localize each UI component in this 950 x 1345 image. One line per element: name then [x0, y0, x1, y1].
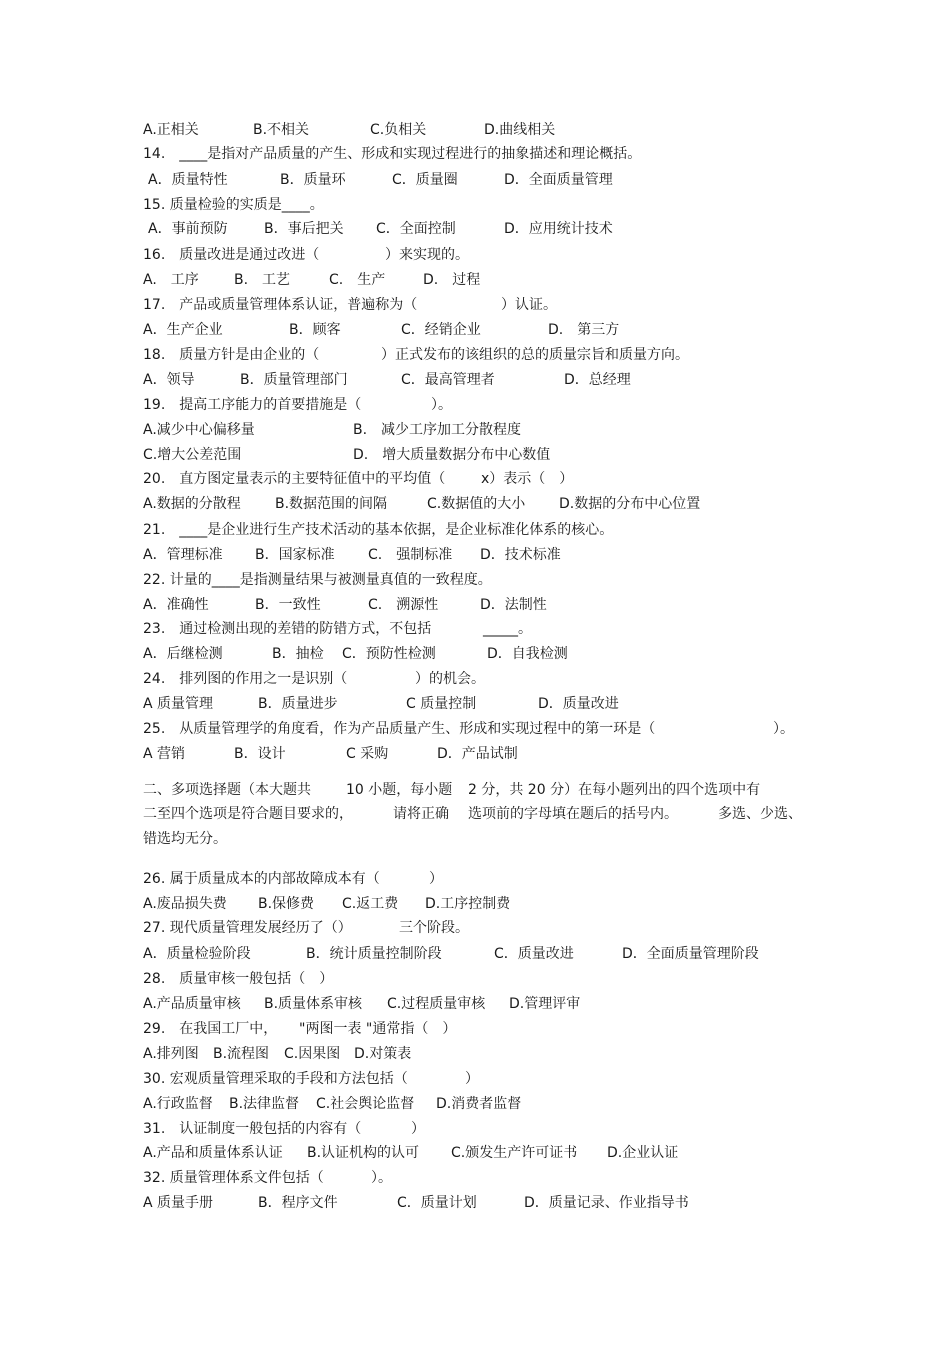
- option-d: D.曲线相关: [484, 122, 556, 138]
- option-a: A．事前预防: [148, 221, 228, 237]
- option-a: A．管理标准: [143, 547, 223, 563]
- option-a: A．领导: [143, 372, 195, 388]
- question-text: 15. 质量检验的实质是____。: [143, 197, 324, 213]
- option-a: A 营销: [143, 746, 186, 762]
- question-text: 31. 认证制度一般包括的内容有（: [143, 1121, 362, 1137]
- option-b: B. 工艺: [234, 272, 291, 288]
- option-d: D. 过程: [423, 272, 481, 288]
- question-blank: _____。: [483, 621, 532, 637]
- instructions-part: 错选均无分。: [143, 831, 227, 847]
- option-a: A.废品损失费: [143, 896, 227, 912]
- option-c: C.返工费: [342, 896, 399, 912]
- question-text-end: ）正式发布的该组织的总的质量宗旨和质量方向。: [381, 347, 689, 363]
- option-b: B.流程图: [213, 1046, 270, 1062]
- option-c: C.数据值的大小: [427, 496, 526, 512]
- question-text: 30. 宏观质量管理采取的手段和方法包括（: [143, 1071, 408, 1087]
- question-text-end: ）。: [371, 1170, 392, 1186]
- option-a: A．准确性: [143, 597, 209, 613]
- option-c: C.负相关: [370, 122, 427, 138]
- option-d: D.对策表: [354, 1046, 412, 1062]
- question-text: 20. 直方图定量表示的主要特征值中的平均值（: [143, 471, 446, 487]
- option-d: D. 增大质量数据分布中心数值: [353, 447, 551, 463]
- question-text-end: ）。: [773, 721, 794, 737]
- option-a: A.减少中心偏移量: [143, 422, 255, 438]
- question-text: 16. 质量改进是通过改进（: [143, 247, 320, 263]
- option-b: B．一致性: [255, 597, 321, 613]
- option-d: D.数据的分布中心位置: [559, 496, 701, 512]
- option-c: C. 生产: [329, 272, 386, 288]
- option-c: C. 溯源性: [368, 597, 439, 613]
- question-text: 27. 现代质量管理发展经历了（）: [143, 920, 352, 936]
- option-d: D．全面质量管理阶段: [622, 946, 759, 962]
- option-b: B.法律监督: [229, 1096, 300, 1112]
- option-a: A 质量管理: [143, 696, 214, 712]
- option-c: C．预防性检测: [342, 646, 436, 662]
- option-b: B．质量管理部门: [240, 372, 348, 388]
- question-text: 25. 从质量管理学的角度看，作为产品质量产生、形成和实现过程中的第一环是（: [143, 721, 656, 737]
- section-heading-part: 2 分，共 20 分）在每小题列出的四个选项中有: [468, 782, 761, 798]
- option-b: B．程序文件: [258, 1195, 338, 1211]
- option-d: D．应用统计技术: [504, 221, 613, 237]
- option-d: D.消费者监督: [436, 1096, 522, 1112]
- option-a: A．生产企业: [143, 322, 223, 338]
- option-b: B.数据范围的间隔: [275, 496, 388, 512]
- option-b: B．统计质量控制阶段: [306, 946, 442, 962]
- option-d: D．全面质量管理: [504, 172, 613, 188]
- option-c: C 质量控制: [406, 696, 477, 712]
- option-c: C．全面控制: [376, 221, 456, 237]
- option-a: A.数据的分散程: [143, 496, 241, 512]
- instructions-part: 多选、少选、: [718, 806, 802, 822]
- option-b: B.保修费: [258, 896, 315, 912]
- section-heading-part: 二、多项选择题（本大题共: [143, 782, 311, 798]
- question-text-end: ）认证。: [501, 297, 557, 313]
- question-text: 29. 在我国工厂中，: [143, 1021, 278, 1037]
- option-c: C．质量圈: [392, 172, 458, 188]
- option-c: C 采购: [346, 746, 389, 762]
- question-text-end: ）来实现的。: [385, 247, 469, 263]
- option-a: A. 工序: [143, 272, 199, 288]
- question-text: 17. 产品或质量管理体系认证，普遍称为（: [143, 297, 418, 313]
- option-b: B．质量环: [280, 172, 346, 188]
- option-a: A.产品质量审核: [143, 996, 241, 1012]
- option-c: C.增大公差范围: [143, 447, 242, 463]
- option-c: C．最高管理者: [401, 372, 495, 388]
- option-c: C．经销企业: [401, 322, 481, 338]
- option-b: B．设计: [234, 746, 286, 762]
- option-b: B．质量进步: [258, 696, 338, 712]
- question-text-end: ）: [429, 871, 443, 887]
- option-a: A 质量手册: [143, 1195, 214, 1211]
- question-text: 18. 质量方针是由企业的（: [143, 347, 320, 363]
- option-a: A.行政监督: [143, 1096, 213, 1112]
- option-d: D．产品试制: [437, 746, 518, 762]
- option-b: B．顾客: [289, 322, 341, 338]
- question-text: 32. 质量管理体系文件包括（: [143, 1170, 324, 1186]
- section-heading-part: 10 小题，每小题: [346, 782, 453, 798]
- option-d: D.管理评审: [509, 996, 581, 1012]
- option-d: D．质量改进: [538, 696, 619, 712]
- option-d: D．技术标准: [480, 547, 561, 563]
- option-d: D．法制性: [480, 597, 547, 613]
- option-b: B.质量体系审核: [264, 996, 363, 1012]
- option-b: B.不相关: [253, 122, 310, 138]
- option-b: B．国家标准: [255, 547, 335, 563]
- question-text: 14. ____是指对产品质量的产生、形成和实现过程进行的抽象描述和理论概括。: [143, 146, 642, 162]
- option-d: D.企业认证: [607, 1145, 679, 1161]
- option-a: A.排列图: [143, 1046, 199, 1062]
- instructions-part: 二至四个选项是符合题目要求的，: [143, 806, 353, 822]
- option-c: C．质量计划: [397, 1195, 477, 1211]
- option-d: D．总经理: [564, 372, 631, 388]
- option-c: C.过程质量审核: [387, 996, 486, 1012]
- option-c: C.社会舆论监督: [316, 1096, 415, 1112]
- option-b: B. 减少工序加工分散程度: [353, 422, 522, 438]
- question-text-end: "两图一表 "通常指（ ）: [299, 1021, 457, 1037]
- question-text-end: ）: [465, 1071, 479, 1087]
- option-a: A．质量检验阶段: [143, 946, 251, 962]
- question-text: 19. 提高工序能力的首要措施是（: [143, 397, 362, 413]
- option-a: A．后继检测: [143, 646, 223, 662]
- option-b: B．抽检: [272, 646, 324, 662]
- question-text: 28. 质量审核一般包括（ ）: [143, 971, 334, 987]
- option-c: C．质量改进: [494, 946, 574, 962]
- instructions-part: 选项前的字母填在题后的括号内。: [468, 806, 678, 822]
- option-d: D．自我检测: [487, 646, 568, 662]
- instructions-part: 请将正确: [393, 806, 449, 822]
- option-d: D.工序控制费: [425, 896, 511, 912]
- question-text-end: ）。: [431, 397, 452, 413]
- question-text-end: ）的机会。: [415, 671, 485, 687]
- option-c: C. 强制标准: [368, 547, 453, 563]
- question-text-end: x）表示（ ）: [481, 471, 574, 487]
- question-text-end: 三个阶段。: [399, 920, 469, 936]
- options-32: [143, 1194, 689, 1302]
- question-text: 23. 通过检测出现的差错的防错方式，不包括: [143, 621, 432, 637]
- option-d: D. 第三方: [548, 322, 620, 338]
- question-text: 26. 属于质量成本的内部故障成本有（: [143, 871, 380, 887]
- question-text-end: ）: [411, 1121, 425, 1137]
- option-c: C.颁发生产许可证书: [451, 1145, 578, 1161]
- option-a: A.正相关: [143, 122, 199, 138]
- option-d: D．质量记录、作业指导书: [524, 1195, 689, 1211]
- option-a: A.产品和质量体系认证: [143, 1145, 283, 1161]
- question-text: 22. 计量的____是指测量结果与被测量真值的一致程度。: [143, 572, 492, 588]
- question-text: 21. ____是企业进行生产技术活动的基本依据，是企业标准化体系的核心。: [143, 522, 614, 538]
- option-a: A．质量特性: [148, 172, 228, 188]
- option-b: B.认证机构的认可: [307, 1145, 420, 1161]
- question-text: 24. 排列图的作用之一是识别（: [143, 671, 348, 687]
- option-c: C.因果图: [284, 1046, 341, 1062]
- option-b: B．事后把关: [264, 221, 344, 237]
